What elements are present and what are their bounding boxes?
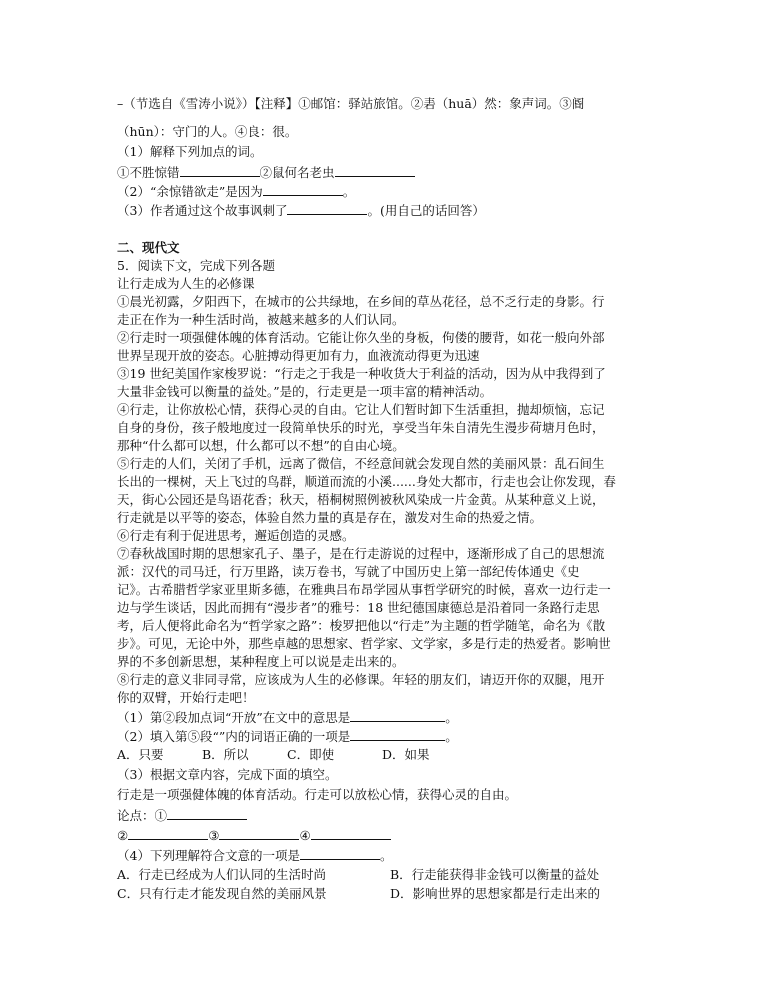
article-line: 大量非金钱可以衡量的益处。”是的，行走更是一项丰富的精神活动。: [117, 384, 493, 399]
s2-question-2-options: [117, 745, 430, 765]
option-b[interactable]: B．行走能获得非金钱可以衡量的益处: [390, 867, 600, 882]
article-line: 行走就是以平等的姿态，体验自然力量的真是存在，激发对生命的热爱之情。: [117, 510, 543, 525]
source-note: –（节选自《雪涛小说》）【注释】①邮馆：驿站旅馆。②砉（huā）然：象声词。③阍: [117, 96, 585, 111]
option-b[interactable]: B．所以: [202, 747, 249, 762]
article-line: 天，街心公园还是鸟语花香；秋天，梧桐树照例被秋风染成一片金黄。从某种意义上说，: [117, 492, 605, 507]
article-line: 自身的身份，孩子般地度过一段简单快乐的时光，享受当年朱自清先生漫步荷塘月色时，: [117, 420, 605, 435]
source-note-continued: （hūn）：守门的人。④良：很。: [117, 124, 298, 139]
question-1: （1）解释下列加点的词。: [117, 144, 263, 159]
s2-question-4-suffix: 。: [379, 848, 393, 863]
s2-question-3-statement: 行走是一项强健体魄的体育活动。行走可以放松心情，获得心灵的自由。: [117, 787, 518, 802]
s2-question-3-point: [117, 805, 247, 825]
article-line: ④行走，让你放松心情，获得心灵的自由。它让人们暂时卸下生活重担，抛却烦恼，忘记: [117, 402, 605, 417]
s2-question-4-options-row-1: [117, 865, 599, 885]
answer-blank[interactable]: [128, 825, 208, 840]
answer-blank[interactable]: [311, 825, 391, 840]
s2-question-2: [117, 726, 458, 746]
answer-blank[interactable]: [350, 707, 445, 722]
s2-question-4: [117, 845, 392, 865]
point-label: 论点：①: [117, 808, 168, 823]
article-line: 步》。可见，无论中外，那些卓越的思想家、哲学家、文学家，多是行走的热爱者。影响世: [117, 636, 611, 651]
option-c[interactable]: C．即使: [287, 747, 335, 762]
option-a[interactable]: A．只要: [117, 747, 164, 762]
option-d[interactable]: D．影响世界的思想家都是行走出来的: [390, 886, 601, 901]
claim-3-label: ③: [208, 828, 220, 843]
answer-blank[interactable]: [335, 162, 415, 177]
claim-4-label: ④: [299, 828, 311, 843]
s2-question-3-claims: [117, 825, 391, 845]
answer-blank[interactable]: [350, 726, 445, 741]
article-line: ③19 世纪美国作家梭罗说：“行走之于我是一种收货大于利益的活动，因为从中我得到了: [117, 366, 606, 381]
article-line: 界的不多创新思想，某种程度上可以说是走出来的。: [117, 654, 405, 669]
s2-question-4-options-row-2: [117, 884, 600, 904]
option-d[interactable]: D．如果: [382, 747, 430, 762]
article-line: ⑦春秋战国时期的思想家孔子、墨子，是在行走游说的过程中，逐渐形成了自己的思想流: [117, 546, 605, 561]
answer-blank[interactable]: [300, 845, 380, 860]
article-line: 走正在作为一种生活时尚，被越来越多的人们认同。: [117, 312, 405, 327]
section-instruction: 5．阅读下文，完成下列各题: [117, 258, 275, 273]
question-2-prefix: （2）“余惊错欲走”是因为: [117, 184, 263, 199]
article-line: ①晨光初露，夕阳西下，在城市的公共绿地，在乡间的草丛花径，总不乏行走的身影。行: [117, 294, 605, 309]
article-line: 派：汉代的司马迁，行万里路，读万卷书，写就了中国历史上第一部纪传体通史《史: [117, 564, 580, 579]
article-title: 让行走成为人生的必修课: [117, 276, 255, 291]
claim-2-label: ②: [117, 828, 129, 843]
option-a[interactable]: A．行走已经成为人们认同的生活时尚: [117, 867, 327, 882]
question-1-item-2: ②鼠何名老虫: [259, 165, 335, 180]
article-line: 那种“什么都可以想，什么都可以不想”的自由心境。: [117, 438, 405, 453]
s2-question-1: [117, 707, 458, 727]
answer-blank[interactable]: [219, 825, 299, 840]
article-line: 记》。古希腊哲学家亚里斯多德，在雅典吕布昂学园从事哲学研究的时候，喜欢一边行走一: [117, 582, 611, 597]
s2-question-2-prefix: （2）填入第⑤段“”内的词语正确的一项是: [117, 729, 351, 744]
question-3-prefix: （3）作者通过这个故事讽刺了: [117, 203, 288, 218]
answer-blank[interactable]: [287, 200, 367, 215]
question-3: [117, 200, 485, 220]
s2-question-4-prefix: （4）下列理解符合文意的一项是: [117, 848, 300, 863]
option-c[interactable]: C．只有行走才能发现自然的美丽风景: [117, 886, 327, 901]
question-1-item-1: ①不胜惊错: [117, 165, 180, 180]
article-line: 长出的一棵树，天上飞过的鸟群，顺道而流的小溪......身处大都市，行走也会让你发现，春: [117, 474, 616, 489]
article-line: 边与学生谈话，因此而拥有“漫步者”的雅号：18 世纪德国康德总是沿着同一条路行走思: [117, 600, 600, 615]
s2-question-2-suffix: 。: [445, 729, 458, 744]
question-3-suffix: 。(用自己的话回答）: [367, 203, 485, 218]
question-2: [117, 181, 355, 201]
article-line: ⑤行走的人们，关闭了手机，远离了微信，不经意间就会发现自然的美丽风景：乱石间生: [117, 456, 605, 471]
article-line: 世界呈现开放的姿态。心脏搏动得更加有力，血液流动得更为迅速: [117, 348, 480, 363]
s2-question-1-prefix: （1）第②段加点词“开放”在文中的意思是: [117, 710, 351, 725]
article-line: 你的双臂，开始行走吧！: [117, 690, 255, 705]
answer-blank[interactable]: [180, 162, 260, 177]
article-line: ⑧行走的意义非同寻常，应该成为人生的必修课。年轻的朋友们，请迈开你的双腿，甩开: [117, 672, 605, 687]
article-line: ⑥行走有利于促进思考，邂逅创造的灵感。: [117, 528, 355, 543]
answer-blank[interactable]: [263, 181, 343, 196]
section-heading: 二、现代文: [117, 240, 180, 255]
article-line: ②行走时一项强健体魄的体育活动。它能让你久坐的身板，佝偻的腰背，如花一般向外部: [117, 330, 605, 345]
s2-question-1-suffix: 。: [445, 710, 458, 725]
question-2-suffix: 。: [342, 184, 356, 199]
question-1-items: [117, 162, 415, 182]
article-line: 考，后人便将此命名为“哲学家之路”：梭罗把他以“行走”为主题的哲学随笔，命名为《散: [117, 618, 606, 633]
s2-question-3: （3）根据文章内容，完成下面的填空。: [117, 767, 338, 782]
answer-blank[interactable]: [167, 805, 247, 820]
